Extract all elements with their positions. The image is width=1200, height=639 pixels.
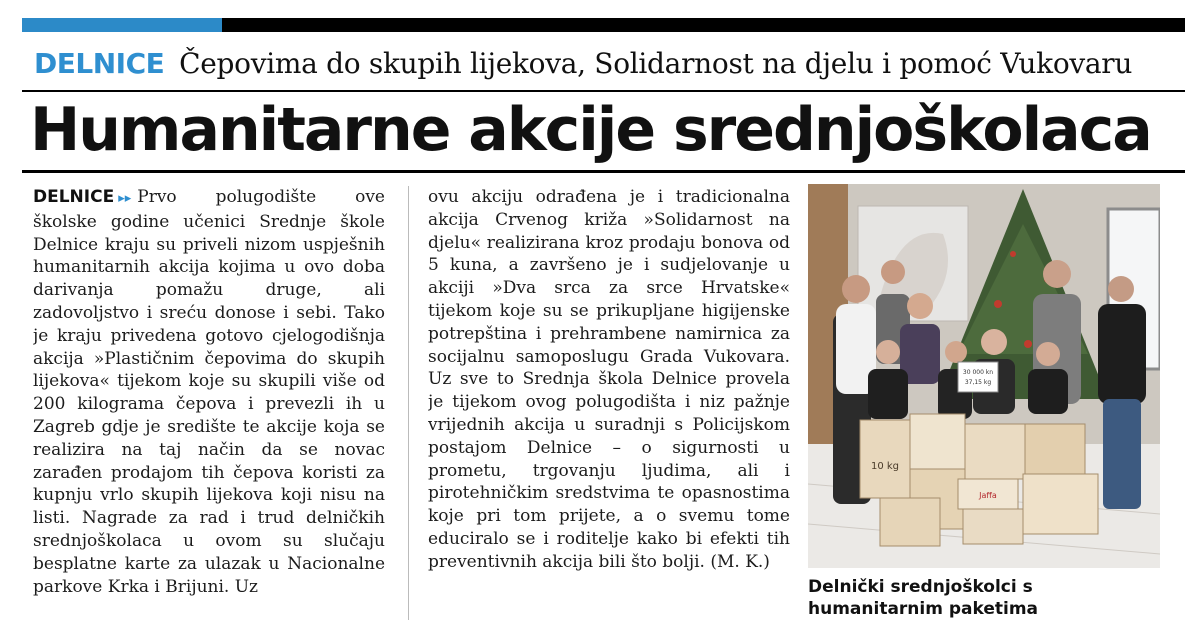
headline: Humanitarne akcije srednjoškolaca xyxy=(30,95,1151,165)
column-separator xyxy=(408,186,409,620)
kicker-location-tag: DELNICE xyxy=(34,47,165,80)
kicker-rule xyxy=(22,90,1185,92)
caption-line-2: humanitarnim paketima xyxy=(808,599,1039,619)
photo-caption xyxy=(808,576,1188,624)
article-text-part-2: ovu akciju odrađena je i tradicionalna akcija Crvenog križa »Solidarnost na djelu« realizirana kroz prodaju bonova od 5 kuna, a završeno je i sudjelovanje u akciji »Dva srca za srce Hrvatske« tijekom koje su se prikupljane higijenske potrepština i prehrambene namirnica za socijalnu samoposlugu Grada Vukovara. Uz sve to Srednja škola Delnice provela je tijekom ovog polugodišta i niz pažnje vrijednih akcija u suradnji s Policijskom postajom Delnice – o sigurnosti u prometu, trgovanju ljudima, ali i pirotehničkim sredstvima te opasnostima koje pri tom prijete, a o svemu tome educiralo se i roditelje kako bi efekti tih preventivnih akcija bili što bolji. (M. K.) xyxy=(428,187,790,572)
photo-sign-line-1: 30 000 kn xyxy=(962,369,994,376)
article-photo xyxy=(808,184,1160,568)
photo-box-label: 10 kg xyxy=(870,461,900,472)
photo-sign-line-2: 37,15 kg xyxy=(964,379,992,386)
caption-line-1: Delnički srednjoškolci s xyxy=(808,577,1033,597)
article-text-part-1: Prvo polugodište ove školske godine učenici Srednje škole Delnice kraju su priveli nizom uspješnih humanitarnih akcija kojima u ovo doba darivanja pomažu druge, ali zadovoljstvo i sreću donose i sebi. Tako je kraju privedena gotovo cjelogodišnja akcija »Plastičnim čepovima do skupih lijekova« tijekom koje su skupili više od 200 kilograma čepova i prevezli ih u Zagreb gdje je središte te akcije koja se realizira na taj način da se novac zarađen prodajom tih čepova koristi za kupnju vrlo skupih lijekova koji nisu na listi. Nagrade za rad i trud delničkih srednjoškolaca u ovom su slučaju besplatne karte za ulazak u Nacionalne parkove Krka i Brijuni. Uz xyxy=(33,187,385,597)
photo-illustration xyxy=(808,184,1160,568)
top-rule xyxy=(22,18,1185,32)
headline-rule xyxy=(22,170,1185,173)
photo-brand-label: Jaffa xyxy=(979,491,997,500)
article-column-2 xyxy=(428,186,790,622)
article-column-1 xyxy=(33,186,385,622)
kicker-subheadline: Čepovima do skupih lijekova, Solidarnost na djelu i pomoć Vukovaru xyxy=(179,47,1133,80)
dateline-arrow-icon: ▸▸ xyxy=(118,191,132,206)
kicker xyxy=(34,44,1184,84)
top-rule-accent xyxy=(22,18,222,32)
dateline: DELNICE xyxy=(33,187,115,207)
